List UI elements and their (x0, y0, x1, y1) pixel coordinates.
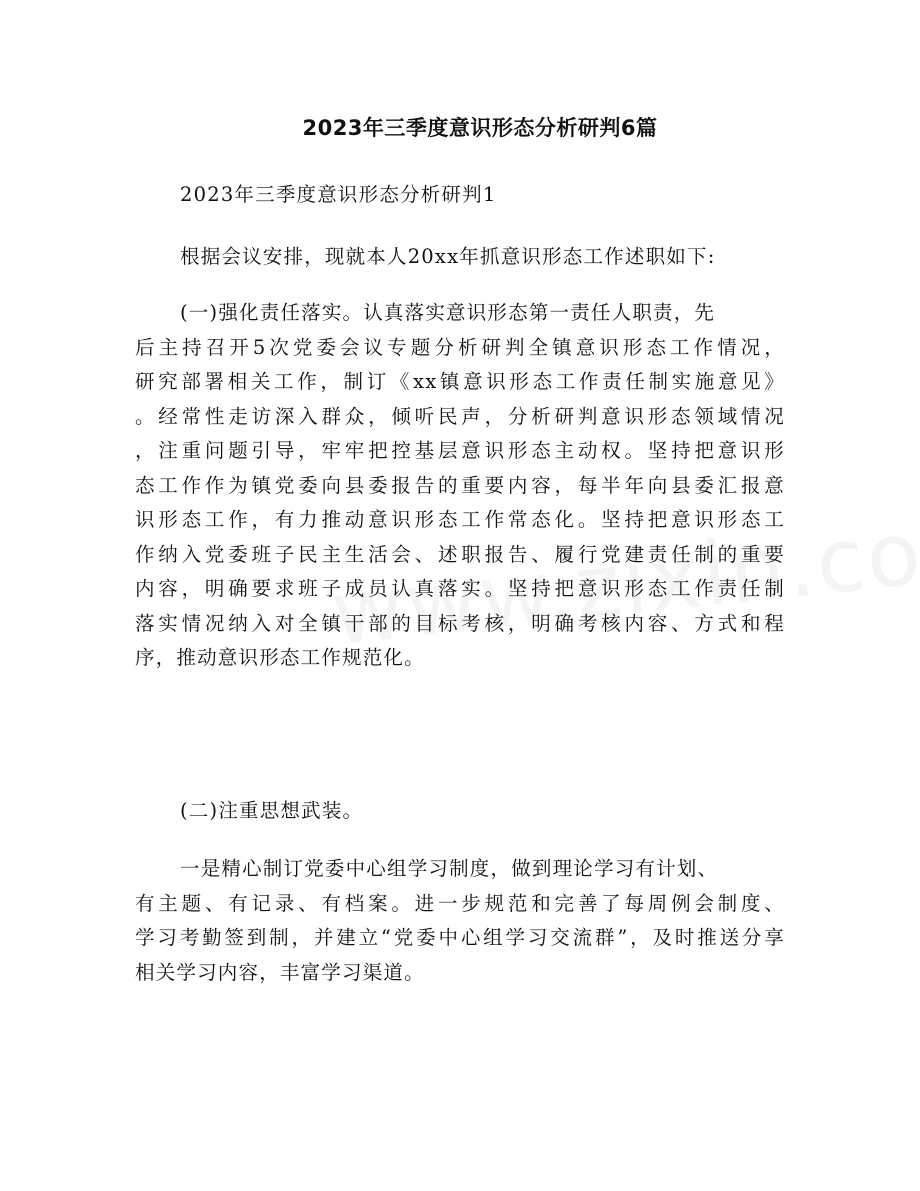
paragraph-line: 。经常性走访深入群众，倾听民声，分析研判意识形态领域情况 (135, 404, 785, 428)
intro-text: 根据会议安排，现就本人20xx年抓意识形态工作述职如下: (180, 245, 716, 268)
section2-paragraph (135, 852, 785, 990)
paragraph-line: 学习考勤签到制，并建立“党委中心组学习交流群”，及时推送分享 (135, 926, 785, 949)
paragraph-line: 序，推动意识形态工作规范化。 (135, 646, 425, 669)
section1-paragraph (135, 296, 785, 676)
section2-heading-text: (二)注重思想武装。 (180, 799, 364, 822)
section2-heading (135, 794, 830, 829)
paragraph-line: 一是精心制订党委中心组学习制度，做到理论学习有计划、 (180, 857, 719, 880)
paragraph-line: ，注重问题引导，牢牢把控基层意识形态主动权。坚持把意识形 (135, 439, 785, 462)
paragraph-line: 落实情况纳入对全镇干部的目标考核，明确考核内容、方式和程 (135, 611, 785, 635)
paragraph-line: 内容，明确要求班子成员认真落实。坚持把意识形态工作责任制 (135, 577, 785, 600)
paragraph-line: 作纳入党委班子民主生活会、述职报告、履行党建责任制的重要 (135, 542, 785, 566)
document-title: 2023年三季度意识形态分析研判6篇 (302, 116, 658, 140)
subtitle (135, 178, 830, 213)
paragraph-line: 有主题、有记录、有档案。进一步规范和完善了每周例会制度、 (135, 891, 785, 915)
paragraph-line: 相关学习内容，丰富学习渠道。 (135, 960, 425, 984)
paragraph-line: 态工作作为镇党委向县委报告的重要内容，每半年向县委汇报意 (135, 473, 785, 497)
paragraph-line: 研究部署相关工作，制订《xx镇意识形态工作责任制实施意见》 (135, 370, 785, 393)
paragraph-line: (一)强化责任落实。认真落实意识形态第一责任人职责，先 (180, 301, 716, 324)
subtitle-text: 2023年三季度意识形态分析研判1 (180, 183, 497, 206)
paragraph-line: 后主持召开5次党委会议专题分析研判全镇意识形态工作情况， (135, 335, 785, 359)
paragraph-line: 识形态工作，有力推动意识形态工作常态化。坚持把意识形态工 (135, 508, 785, 531)
intro-paragraph (135, 240, 830, 275)
